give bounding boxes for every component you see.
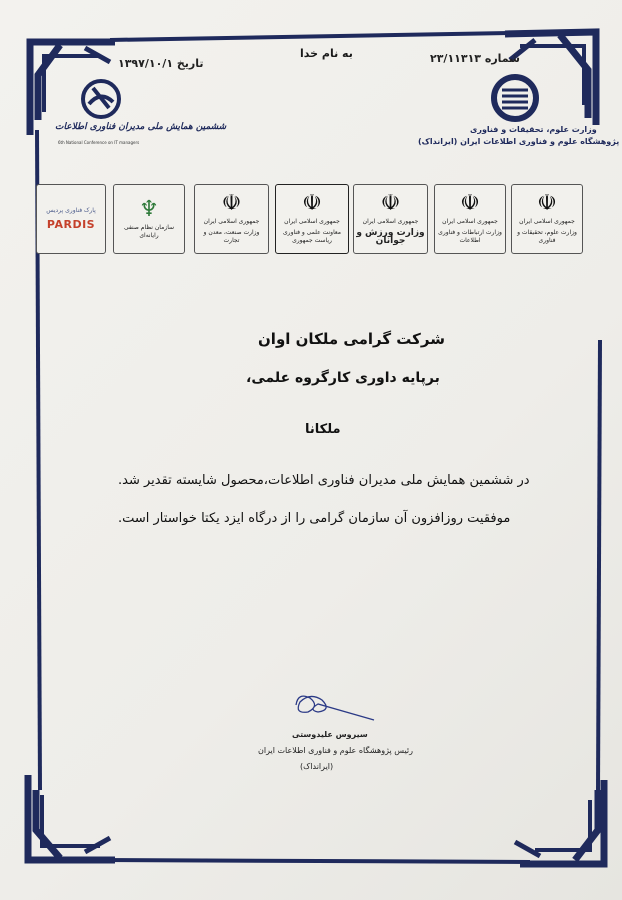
- sponsor-caption: معاونت علمی و فناوری ریاست جمهوری: [282, 229, 342, 244]
- sponsor-caption: جمهوری اسلامی ایران: [519, 218, 575, 225]
- sponsor-logo-sports: [353, 184, 428, 254]
- conference-logo: [75, 78, 127, 120]
- sponsor-caption: جمهوری اسلامی ایران: [203, 218, 260, 225]
- body-sentence-1: در ششمین همایش ملی مدیران فناوری اطلاعات،محصول شایسته تقدیر شد.: [118, 473, 530, 488]
- signature-mark: [288, 690, 378, 730]
- iran-emblem-icon: ☫: [380, 191, 401, 216]
- product-name: ملکانا: [305, 422, 341, 437]
- sponsor-logo-vice-presidency: [275, 184, 349, 254]
- sponsor-logo-industry: [194, 184, 269, 254]
- sponsor-caption: وزارت علوم، تحقیقات و فناوری: [517, 229, 577, 244]
- sponsor-caption: سازمان نظام صنفی رایانه‌ای: [123, 223, 175, 239]
- sponsor-caption: جمهوری اسلامی ایران: [442, 218, 498, 225]
- iran-emblem-icon: ☫: [302, 191, 322, 216]
- basis-line: برپایه داوری کارگروه علمی،: [246, 370, 440, 386]
- sponsor-logo-msrt: [511, 184, 583, 254]
- sponsor-caption: وزارت ورزش و جوانان: [356, 228, 425, 246]
- signatory-title: رئیس پژوهشگاه علوم و فناوری اطلاعات ایران: [258, 746, 413, 755]
- body-sentence-2: موفقیت روزافزون آن سازمان گرامی را از درگاه ایزد یکتا خواستار است.: [118, 511, 511, 526]
- sponsor-caption: وزارت صنعت، معدن و تجارت: [203, 229, 260, 244]
- letter-number: شماره ۲۳/۱۱۳۱۳: [430, 52, 520, 65]
- sponsor-logo-ict: [434, 184, 506, 254]
- basmala: به نام خدا: [300, 47, 353, 60]
- irandoc-logo: [490, 73, 540, 123]
- sponsor-caption: پارک فناوری پردیس: [46, 207, 96, 214]
- guild-leaf-icon: ♆: [139, 196, 159, 222]
- conference-logo-caption-en: 6th National Conference on IT managers: [58, 140, 140, 145]
- iran-emblem-icon: ☫: [537, 191, 557, 216]
- signatory-org: (ایرانداک): [300, 762, 334, 771]
- sponsor-logo-computer-guild: [113, 184, 185, 254]
- letter-date: تاریخ ۱۳۹۷/۱۰/۱: [118, 57, 204, 70]
- irandoc-caption-ministry: وزارت علوم، تحقیقات و فناوری: [470, 125, 597, 134]
- sponsor-caption: جمهوری اسلامی ایران: [362, 218, 419, 225]
- conference-logo-caption: ششمین همایش ملی مدیران فناوری اطلاعات: [55, 122, 227, 132]
- sponsor-logo-pardis: [36, 184, 106, 254]
- signatory-name: سیروس علیدوستی: [292, 730, 368, 739]
- irandoc-caption-institute: پژوهشگاه علوم و فناوری اطلاعات ایران (ایرانداک): [418, 137, 620, 146]
- iran-emblem-icon: ☫: [221, 191, 242, 216]
- sponsor-caption: وزارت ارتباطات و فناوری اطلاعات: [438, 229, 502, 244]
- iran-emblem-icon: ☫: [460, 191, 480, 216]
- pardis-logo-text: PARDIS: [46, 218, 96, 231]
- recipient: شرکت گرامی ملکان اوان: [258, 330, 445, 348]
- sponsor-caption: جمهوری اسلامی ایران: [284, 218, 340, 225]
